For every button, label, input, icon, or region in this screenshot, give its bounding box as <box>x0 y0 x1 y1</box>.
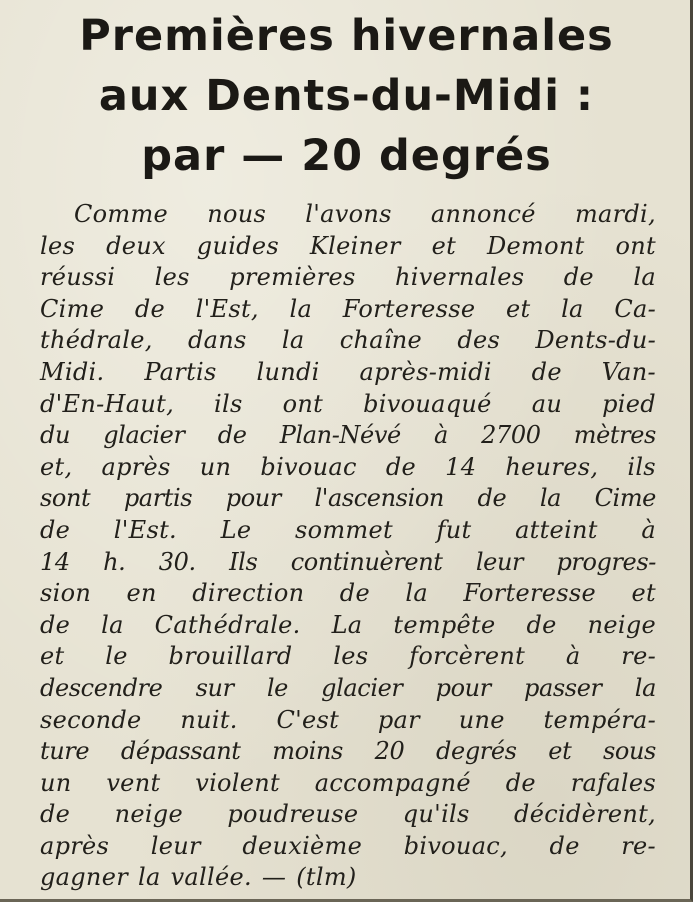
article-word: thédrale, <box>40 326 153 355</box>
article-line <box>40 294 656 326</box>
article-word: de <box>477 484 507 513</box>
article-word: Forteresse <box>463 579 597 608</box>
article-word: et <box>631 579 656 608</box>
article-word: du <box>40 421 71 450</box>
article-word: moins <box>272 737 343 766</box>
article-word: Cime <box>40 294 105 323</box>
article-word: réussi <box>40 263 116 292</box>
article-word: Comme <box>74 200 169 228</box>
article-word: après <box>101 452 171 481</box>
article-body <box>40 199 656 894</box>
article-word: Van- <box>601 357 656 386</box>
article-word: La <box>331 610 363 639</box>
article-word: dans <box>187 326 247 355</box>
article-word: pour <box>435 673 491 702</box>
article-word: et <box>505 294 531 323</box>
article-word: annoncé <box>430 200 536 228</box>
article-word: la <box>289 294 313 323</box>
headline-line: Premières hivernales <box>79 11 614 61</box>
article-word: de <box>134 294 166 323</box>
article-word: de <box>505 768 536 797</box>
article-word: Cathédrale. <box>154 610 301 639</box>
article-word: Cime <box>594 484 656 513</box>
article-word: sommet <box>294 515 393 544</box>
article-word: bivouaqué <box>363 389 492 418</box>
article-word: ils <box>627 452 656 481</box>
article-word: mardi, <box>574 200 656 228</box>
article-word: chaîne <box>339 326 423 355</box>
article-word: de <box>526 610 557 639</box>
article-word: Le <box>220 515 252 544</box>
article-word: le <box>105 642 128 671</box>
article-word: re- <box>621 831 656 860</box>
article-word: un <box>40 768 72 797</box>
article-word: de <box>531 357 562 386</box>
article-word: pour <box>225 484 281 513</box>
article-word: 14 <box>445 452 477 481</box>
article-word: 20 <box>374 737 405 766</box>
article-word: et <box>548 737 572 766</box>
article-word: tempéra- <box>543 705 656 734</box>
article-word: accompagné <box>314 768 471 797</box>
article-word: tempête <box>393 610 496 639</box>
article-word: h. <box>103 547 126 576</box>
article-word: ils <box>214 389 243 418</box>
article-word: passer <box>524 673 602 702</box>
article-word: au <box>531 389 563 418</box>
article-word: à <box>565 642 581 671</box>
article-word: Ca- <box>614 294 656 323</box>
article-word: neige <box>114 800 183 829</box>
article-word: Midi. <box>40 357 105 386</box>
article-word: sous <box>603 737 656 766</box>
headline-line: aux Dents-du-Midi : <box>98 71 595 121</box>
article-word: la <box>633 263 656 292</box>
article-word: seconde <box>40 705 142 734</box>
article-line <box>40 673 656 705</box>
article-word: deuxième <box>242 831 363 860</box>
article-word: leur <box>475 547 524 576</box>
article-word: C'est <box>276 705 340 734</box>
article-word: ont <box>615 231 656 260</box>
article-word: descendre <box>40 673 163 702</box>
article-word: guides <box>196 231 279 260</box>
article-word: nuit. <box>180 705 238 734</box>
article-line <box>40 641 656 673</box>
article-word: gagner <box>40 863 128 892</box>
article-line <box>40 547 656 579</box>
article-line <box>40 452 656 484</box>
article-word: la <box>561 294 584 323</box>
article-word: glacier <box>321 673 403 702</box>
article-word: les <box>154 263 190 292</box>
article-word: la <box>539 484 562 513</box>
article-line <box>40 831 656 863</box>
article-word: premières <box>229 263 356 292</box>
article-word: deux <box>106 231 166 260</box>
article-word: de <box>40 610 71 639</box>
article-line <box>40 389 656 421</box>
article-word: la <box>101 610 124 639</box>
article-word: sur <box>195 673 234 702</box>
article-word: Kleiner <box>309 231 401 260</box>
article-line <box>40 420 656 452</box>
article-word: sion <box>40 579 92 608</box>
article-word: brouillard <box>168 642 293 671</box>
article-word: pied <box>602 389 656 418</box>
article-word: et, <box>40 452 73 481</box>
article-word: de <box>40 515 71 544</box>
article-word: mètres <box>573 421 656 450</box>
article-word: 2700 <box>481 421 541 450</box>
article-line <box>40 768 656 800</box>
article-word: un <box>199 452 232 481</box>
article-word: ont <box>282 389 324 418</box>
article-word: par <box>377 705 420 734</box>
article-line <box>40 231 656 263</box>
article-word: la <box>281 326 305 355</box>
article-word: à <box>433 421 448 450</box>
article-word: continuèrent <box>290 547 443 576</box>
article-word: Forteresse <box>342 294 476 323</box>
article-word: re- <box>621 642 656 671</box>
article-line <box>40 862 656 894</box>
article-word: à <box>641 515 656 544</box>
article-word: l'avons <box>305 200 392 228</box>
article-word: en <box>126 579 157 608</box>
article-word: 30. <box>158 547 196 576</box>
article-word: vent <box>106 768 161 797</box>
article-word: les <box>333 642 369 671</box>
article-word: l'Est, <box>195 294 259 323</box>
article-word: leur <box>150 831 201 860</box>
article-word: de <box>217 421 247 450</box>
article-word: (tlm) <box>296 863 357 892</box>
article-word: sont <box>40 484 91 513</box>
article-word: poudreuse <box>227 800 359 829</box>
article-word: rafales <box>570 768 656 797</box>
article-line <box>40 515 656 547</box>
article-word: violent <box>195 768 280 797</box>
article-word: de <box>563 263 594 292</box>
article-word: atteint <box>515 515 598 544</box>
article-word: degrés <box>436 737 517 766</box>
article-word: les <box>40 231 76 260</box>
article-word: la <box>137 863 161 892</box>
article-word: qu'ils <box>402 800 470 829</box>
article-word: de <box>339 579 370 608</box>
article-word: Dents-du- <box>535 326 656 355</box>
article-word: hivernales <box>395 263 525 292</box>
article-word: heures, <box>505 452 599 481</box>
article-word: neige <box>587 610 656 639</box>
article-word: d'En-Haut, <box>40 389 175 418</box>
article-line <box>40 199 656 231</box>
article-line <box>40 736 656 768</box>
article-word: de <box>549 831 580 860</box>
article-line <box>40 357 656 389</box>
article-word: de <box>385 452 417 481</box>
article-word: glacier <box>103 421 185 450</box>
headline <box>0 6 693 186</box>
article-line <box>40 610 656 642</box>
article-word: la <box>405 579 428 608</box>
article-line <box>40 578 656 610</box>
article-word: l'Est. <box>113 515 177 544</box>
article-word: après-midi <box>359 357 492 386</box>
article-word: Partis <box>144 357 217 386</box>
article-word: décidèrent, <box>514 800 656 829</box>
article-word: ture <box>40 737 90 766</box>
article-word: Demont <box>487 231 585 260</box>
article-word: dépassant <box>120 737 241 766</box>
headline-line: par — 20 degrés <box>141 131 552 181</box>
article-word: de <box>40 800 71 829</box>
article-word: et <box>40 642 65 671</box>
article-word: le <box>266 673 288 702</box>
article-word: nous <box>207 200 267 228</box>
article-word: la <box>634 673 656 702</box>
article-word: vallée. <box>170 863 252 892</box>
article-word: une <box>458 705 505 734</box>
article-word: après <box>40 831 110 860</box>
article-line <box>40 262 656 294</box>
article-line <box>40 799 656 831</box>
article-word: forcèrent <box>409 642 526 671</box>
article-line <box>40 325 656 357</box>
article-word: partis <box>123 484 193 513</box>
article-line <box>40 483 656 515</box>
article-word: — <box>261 863 287 892</box>
article-word: lundi <box>256 357 320 386</box>
article-word: des <box>457 326 501 355</box>
article-line <box>40 705 656 737</box>
article-word: 14 <box>40 547 70 576</box>
article-word: fut <box>436 515 472 544</box>
article-word: direction <box>192 579 305 608</box>
article-word: progres- <box>556 547 656 576</box>
article-word: Ils <box>229 547 258 576</box>
article-word: bivouac <box>260 452 357 481</box>
article-word: Plan-Névé <box>279 421 401 450</box>
article-word: l'ascension <box>314 484 444 513</box>
article-word: bivouac, <box>403 831 508 860</box>
article-word: et <box>431 231 457 260</box>
